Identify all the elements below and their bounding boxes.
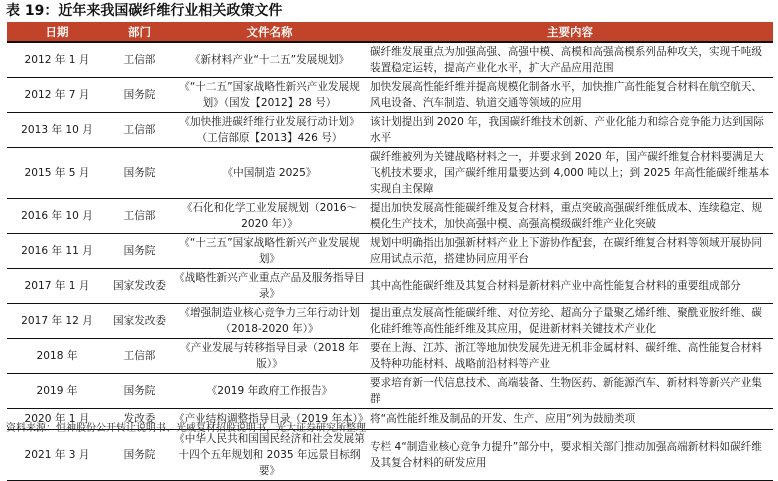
table-row: [7, 42, 773, 78]
cell-dept: 国务院: [107, 78, 172, 113]
cell-content: 要在上海、江苏、浙江等地加快发展先进无机非金属材料、碳纤维、高性能复合材料及特种功能材料、战略前沿材料等产业: [367, 339, 773, 374]
table-row: [7, 234, 773, 269]
table-header-row: [7, 22, 773, 42]
cell-doc: 《石化和化学工业发展规划（2016～2020 年）》: [172, 199, 367, 234]
table-row: [7, 78, 773, 113]
table-row: [7, 304, 773, 339]
cell-doc: 《“十三五”国家战略性新兴产业发展规划》: [172, 234, 367, 269]
cell-dept: 国务院: [107, 374, 172, 409]
table-row: [7, 199, 773, 234]
cell-doc: 《产业结构调整指导目录（2019 年本）》: [172, 409, 367, 430]
table-title: 表 19：近年来我国碳纤维行业相关政策文件: [6, 3, 283, 19]
table-row: [7, 113, 773, 148]
cell-date: 2017 年 1 月: [7, 269, 107, 304]
cell-content: 提出加快发展高性能碳纤维及复合材料，重点突破高强碳纤维低成本、连续稳定、规模化生产技术，加快高强中模、高强高模级碳纤维产业化突破: [367, 199, 773, 234]
header-date: 日期: [7, 22, 107, 42]
cell-date: 2019 年: [7, 374, 107, 409]
cell-dept: 国务院: [107, 148, 172, 199]
cell-date: 2016 年 10 月: [7, 199, 107, 234]
cell-date: 2012 年 7 月: [7, 78, 107, 113]
cell-dept: 工信部: [107, 113, 172, 148]
cell-doc: 《中华人民共和国国民经济和社会发展第十四个五年规划和 2035 年远景目标纲要》: [172, 430, 367, 481]
cell-date: 2020 年 1 月: [7, 409, 107, 430]
header-dept: 部门: [107, 22, 172, 42]
header-doc: 文件名称: [172, 22, 367, 42]
cell-content: 碳纤维被列为关键战略材料之一，并要求到 2020 年，国产碳纤维复合材料要满足大飞机技术要求，国产碳纤维用量要达到 4,000 吨以上；到 2025 年高性能碳纤维基本实现自主保障: [367, 148, 773, 199]
policy-table: [7, 22, 773, 481]
cell-content: 加快发展高性能纤维并提高规模化制备水平，加快推广高性能复合材料在航空航天、风电设备、汽车制造、轨道交通等领域的应用: [367, 78, 773, 113]
cell-content: 提出重点发展高性能碳纤维、对位芳纶、超高分子量聚乙烯纤维、聚酰亚胺纤维、碳化硅纤维等高性能纤维及其应用，促进新材料关键技术产业化: [367, 304, 773, 339]
cell-dept: 国家发改委: [107, 269, 172, 304]
cell-content: 该计划提出到 2020 年，我国碳纤维技术创新、产业化能力和综合竞争能力达到国际水平: [367, 113, 773, 148]
cell-content: 规划中明确指出加强新材料产业上下游协作配套，在碳纤维复合材料等领域开展协同应用试点示范，搭建协同应用平台: [367, 234, 773, 269]
cell-doc: 《战略性新兴产业重点产品及服务指导目录》: [172, 269, 367, 304]
cell-doc: 《中国制造 2025》: [172, 148, 367, 199]
cell-doc: 《加快推进碳纤维行业发展行动计划》（工信部原【2013】426 号）: [172, 113, 367, 148]
source-note: 资料来源：恒神股份公开转让说明书、光威复材招股说明书，光大证券研究所整理: [6, 423, 366, 434]
cell-doc: 《2019 年政府工作报告》: [172, 374, 367, 409]
table-row: [7, 148, 773, 199]
cell-content: 碳纤维发展重点为加强高强、高强中模、高模和高强高模系列品种攻关，实现千吨级装置稳定运转，提高产业化水平，扩大产品应用范围: [367, 42, 773, 78]
cell-date: 2012 年 1 月: [7, 42, 107, 78]
cell-content: 其中高性能碳纤维及其复合材料是新材料产业中高性能复合材料的重要组成部分: [367, 269, 773, 304]
cell-date: 2016 年 11 月: [7, 234, 107, 269]
cell-content: 要求培育新一代信息技术、高端装备、生物医药、新能源汽车、新材料等新兴产业集群: [367, 374, 773, 409]
header-content: 主要内容: [367, 22, 773, 42]
cell-doc: 《产业发展与转移指导目录（2018 年版）》: [172, 339, 367, 374]
cell-date: 2018 年: [7, 339, 107, 374]
cell-doc: 《增强制造业核心竞争力三年行动计划（2018-2020 年）》: [172, 304, 367, 339]
table-row: [7, 430, 773, 481]
cell-dept: 工信部: [107, 199, 172, 234]
cell-dept: 国务院: [107, 430, 172, 481]
cell-dept: 工信部: [107, 42, 172, 78]
table-row: [7, 374, 773, 409]
cell-content: 将“高性能纤维及制品的开发、生产、应用”列为鼓励类项: [367, 409, 773, 430]
table-row: [7, 269, 773, 304]
cell-date: 2017 年 12 月: [7, 304, 107, 339]
cell-date: 2013 年 10 月: [7, 113, 107, 148]
cell-doc: 《新材料产业“十二五”发展规划》: [172, 42, 367, 78]
cell-date: 2021 年 3 月: [7, 430, 107, 481]
cell-dept: 国务院: [107, 234, 172, 269]
cell-dept: 发改委: [107, 409, 172, 430]
table-row: [7, 339, 773, 374]
cell-dept: 工信部: [107, 339, 172, 374]
cell-doc: 《“十二五”国家战略性新兴产业发展规划》（国发【2012】28 号）: [172, 78, 367, 113]
cell-dept: 国家发改委: [107, 304, 172, 339]
cell-date: 2015 年 5 月: [7, 148, 107, 199]
cell-content: 专栏 4“制造业核心竞争力提升”部分中，要求相关部门推动加强高端新材料如碳纤维及其复合材料的研发应用: [367, 430, 773, 481]
